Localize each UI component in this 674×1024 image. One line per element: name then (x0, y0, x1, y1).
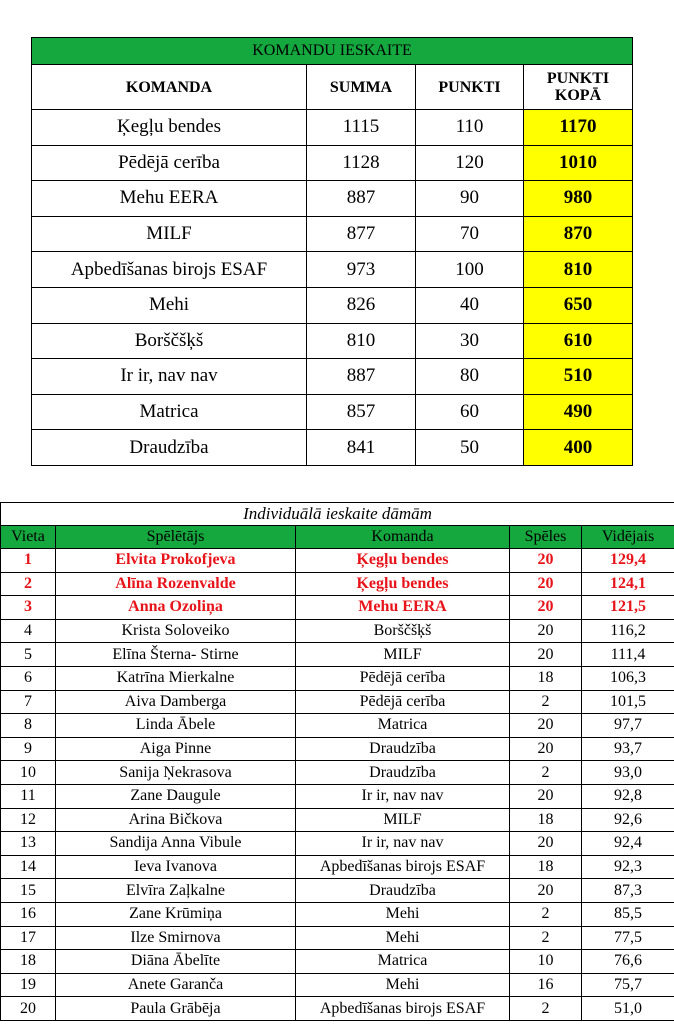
team-name-cell: Draudzība (296, 761, 510, 785)
sum-cell: 810 (307, 323, 416, 359)
place-cell: 17 (1, 926, 56, 950)
team-name-cell: Mehi (296, 902, 510, 926)
table-row (1, 997, 674, 1021)
games-cell: 20 (510, 737, 582, 761)
average-cell: 92,3 (582, 855, 674, 879)
table-row (1, 808, 674, 832)
place-cell: 3 (1, 596, 56, 620)
table-row (1, 784, 674, 808)
average-cell: 85,5 (582, 902, 674, 926)
points-cell: 80 (416, 359, 524, 395)
column-header-average: Vidējais (582, 526, 674, 549)
column-header-team: Komanda (296, 526, 510, 549)
player-name-cell: Alīna Rozenvalde (56, 572, 296, 596)
player-name-cell: Linda Ābele (56, 714, 296, 738)
table-row (1, 902, 674, 926)
sum-cell: 1128 (307, 145, 416, 181)
team-name-cell: Mehi (32, 287, 307, 323)
place-cell: 18 (1, 950, 56, 974)
table-row (1, 572, 674, 596)
table-row (32, 323, 633, 359)
average-cell: 92,4 (582, 832, 674, 856)
team-name-cell: Pēdējā cerība (32, 145, 307, 181)
player-name-cell: Paula Grābēja (56, 997, 296, 1021)
place-cell: 6 (1, 666, 56, 690)
sum-cell: 973 (307, 252, 416, 288)
team-name-cell: Apbedīšanas birojs ESAF (296, 997, 510, 1021)
player-name-cell: Sandija Anna Vibule (56, 832, 296, 856)
place-cell: 16 (1, 902, 56, 926)
team-name-cell: Draudzība (296, 879, 510, 903)
individual-standings-table (0, 502, 674, 1021)
average-cell: 121,5 (582, 596, 674, 620)
team-name-cell: Matrica (296, 714, 510, 738)
average-cell: 97,7 (582, 714, 674, 738)
player-name-cell: Aiga Pinne (56, 737, 296, 761)
sum-cell: 857 (307, 394, 416, 430)
games-cell: 20 (510, 643, 582, 667)
average-cell: 51,0 (582, 997, 674, 1021)
table-row (32, 110, 633, 146)
average-cell: 129,4 (582, 549, 674, 573)
team-name-cell: MILF (296, 808, 510, 832)
player-name-cell: Elvita Prokofjeva (56, 549, 296, 573)
table-row (1, 619, 674, 643)
table-row (1, 855, 674, 879)
place-cell: 15 (1, 879, 56, 903)
player-name-cell: Sanija Ņekrasova (56, 761, 296, 785)
games-cell: 10 (510, 950, 582, 974)
team-name-cell: Mehi (296, 973, 510, 997)
games-cell: 2 (510, 761, 582, 785)
player-name-cell: Ieva Ivanova (56, 855, 296, 879)
place-cell: 11 (1, 784, 56, 808)
place-cell: 10 (1, 761, 56, 785)
games-cell: 18 (510, 808, 582, 832)
place-cell: 5 (1, 643, 56, 667)
team-name-cell: Pēdējā cerība (296, 666, 510, 690)
total-points-cell: 870 (524, 216, 633, 252)
points-cell: 70 (416, 216, 524, 252)
column-header-place: Vieta (1, 526, 56, 549)
total-points-cell: 810 (524, 252, 633, 288)
team-name-cell: Ķegļu bendes (32, 110, 307, 146)
points-cell: 90 (416, 181, 524, 217)
average-cell: 101,5 (582, 690, 674, 714)
team-name-cell: Ir ir, nav nav (32, 359, 307, 395)
team-table-title: KOMANDU IESKAITE (32, 38, 633, 65)
sum-cell: 826 (307, 287, 416, 323)
table-row (32, 430, 633, 466)
games-cell: 2 (510, 902, 582, 926)
table-row (1, 832, 674, 856)
total-points-cell: 1010 (524, 145, 633, 181)
table-row (1, 714, 674, 738)
table-row (1, 926, 674, 950)
place-cell: 8 (1, 714, 56, 738)
place-cell: 9 (1, 737, 56, 761)
games-cell: 18 (510, 855, 582, 879)
games-cell: 20 (510, 619, 582, 643)
place-cell: 12 (1, 808, 56, 832)
games-cell: 2 (510, 926, 582, 950)
total-points-cell: 610 (524, 323, 633, 359)
games-cell: 20 (510, 832, 582, 856)
team-name-cell: Pēdējā cerība (296, 690, 510, 714)
team-name-cell: Ir ir, nav nav (296, 784, 510, 808)
table-row (32, 181, 633, 217)
place-cell: 4 (1, 619, 56, 643)
player-name-cell: Ilze Smirnova (56, 926, 296, 950)
sum-cell: 887 (307, 181, 416, 217)
team-name-cell: Draudzība (32, 430, 307, 466)
total-points-cell: 510 (524, 359, 633, 395)
column-header-total: PUNKTI KOPĀ (524, 65, 633, 110)
column-header-points: PUNKTI (416, 65, 524, 110)
place-cell: 19 (1, 973, 56, 997)
player-name-cell: Aiva Damberga (56, 690, 296, 714)
sum-cell: 877 (307, 216, 416, 252)
table-row (1, 761, 674, 785)
total-points-cell: 490 (524, 394, 633, 430)
average-cell: 87,3 (582, 879, 674, 903)
team-name-cell: Borščšķš (32, 323, 307, 359)
column-header-games: Spēles (510, 526, 582, 549)
table-row (1, 950, 674, 974)
points-cell: 50 (416, 430, 524, 466)
table-row (32, 145, 633, 181)
team-name-cell: Draudzība (296, 737, 510, 761)
games-cell: 16 (510, 973, 582, 997)
table-row (32, 287, 633, 323)
team-name-cell: MILF (32, 216, 307, 252)
player-name-cell: Arina Bičkova (56, 808, 296, 832)
average-cell: 93,7 (582, 737, 674, 761)
games-cell: 20 (510, 784, 582, 808)
place-cell: 2 (1, 572, 56, 596)
average-cell: 124,1 (582, 572, 674, 596)
points-cell: 60 (416, 394, 524, 430)
average-cell: 92,8 (582, 784, 674, 808)
average-cell: 111,4 (582, 643, 674, 667)
table-row (1, 666, 674, 690)
games-cell: 20 (510, 572, 582, 596)
points-cell: 40 (416, 287, 524, 323)
place-cell: 14 (1, 855, 56, 879)
table-row (1, 973, 674, 997)
average-cell: 93,0 (582, 761, 674, 785)
table-row (1, 879, 674, 903)
place-cell: 7 (1, 690, 56, 714)
average-cell: 92,6 (582, 808, 674, 832)
team-standings-table (31, 37, 633, 466)
player-name-cell: Diāna Ābelīte (56, 950, 296, 974)
sum-cell: 841 (307, 430, 416, 466)
team-name-cell: Mehi (296, 926, 510, 950)
total-points-cell: 980 (524, 181, 633, 217)
games-cell: 2 (510, 997, 582, 1021)
games-cell: 20 (510, 879, 582, 903)
team-name-cell: Matrica (296, 950, 510, 974)
player-name-cell: Zane Daugule (56, 784, 296, 808)
team-name-cell: Apbedīšanas birojs ESAF (296, 855, 510, 879)
team-name-cell: Matrica (32, 394, 307, 430)
games-cell: 20 (510, 596, 582, 620)
column-header-team: KOMANDA (32, 65, 307, 110)
column-header-sum: SUMMA (307, 65, 416, 110)
table-row (32, 252, 633, 288)
team-name-cell: Ir ir, nav nav (296, 832, 510, 856)
table-row (1, 643, 674, 667)
sum-cell: 1115 (307, 110, 416, 146)
table-row (1, 737, 674, 761)
points-cell: 30 (416, 323, 524, 359)
player-name-cell: Elvīra Zaļkalne (56, 879, 296, 903)
games-cell: 20 (510, 714, 582, 738)
total-points-cell: 1170 (524, 110, 633, 146)
table-row (1, 596, 674, 620)
player-name-cell: Elīna Šterna- Stirne (56, 643, 296, 667)
player-name-cell: Krista Soloveiko (56, 619, 296, 643)
points-cell: 120 (416, 145, 524, 181)
place-cell: 20 (1, 997, 56, 1021)
average-cell: 116,2 (582, 619, 674, 643)
team-name-cell: Ķegļu bendes (296, 572, 510, 596)
team-name-cell: Mehu EERA (32, 181, 307, 217)
sum-cell: 887 (307, 359, 416, 395)
place-cell: 1 (1, 549, 56, 573)
player-name-cell: Anna Ozoliņa (56, 596, 296, 620)
team-name-cell: Ķegļu bendes (296, 549, 510, 573)
total-points-cell: 650 (524, 287, 633, 323)
team-name-cell: Borščšķš (296, 619, 510, 643)
table-row (1, 549, 674, 573)
individual-table-title: Individuālā ieskaite dāmām (1, 503, 674, 526)
team-name-cell: MILF (296, 643, 510, 667)
total-points-cell: 400 (524, 430, 633, 466)
average-cell: 77,5 (582, 926, 674, 950)
average-cell: 75,7 (582, 973, 674, 997)
player-name-cell: Anete Garanča (56, 973, 296, 997)
points-cell: 100 (416, 252, 524, 288)
team-name-cell: Apbedīšanas birojs ESAF (32, 252, 307, 288)
table-row (32, 216, 633, 252)
player-name-cell: Katrīna Mierkalne (56, 666, 296, 690)
average-cell: 76,6 (582, 950, 674, 974)
team-name-cell: Mehu EERA (296, 596, 510, 620)
games-cell: 18 (510, 666, 582, 690)
place-cell: 13 (1, 832, 56, 856)
average-cell: 106,3 (582, 666, 674, 690)
games-cell: 2 (510, 690, 582, 714)
table-row (1, 690, 674, 714)
column-header-player: Spēlētājs (56, 526, 296, 549)
player-name-cell: Zane Krūmiņa (56, 902, 296, 926)
table-row (32, 394, 633, 430)
games-cell: 20 (510, 549, 582, 573)
table-row (32, 359, 633, 395)
points-cell: 110 (416, 110, 524, 146)
